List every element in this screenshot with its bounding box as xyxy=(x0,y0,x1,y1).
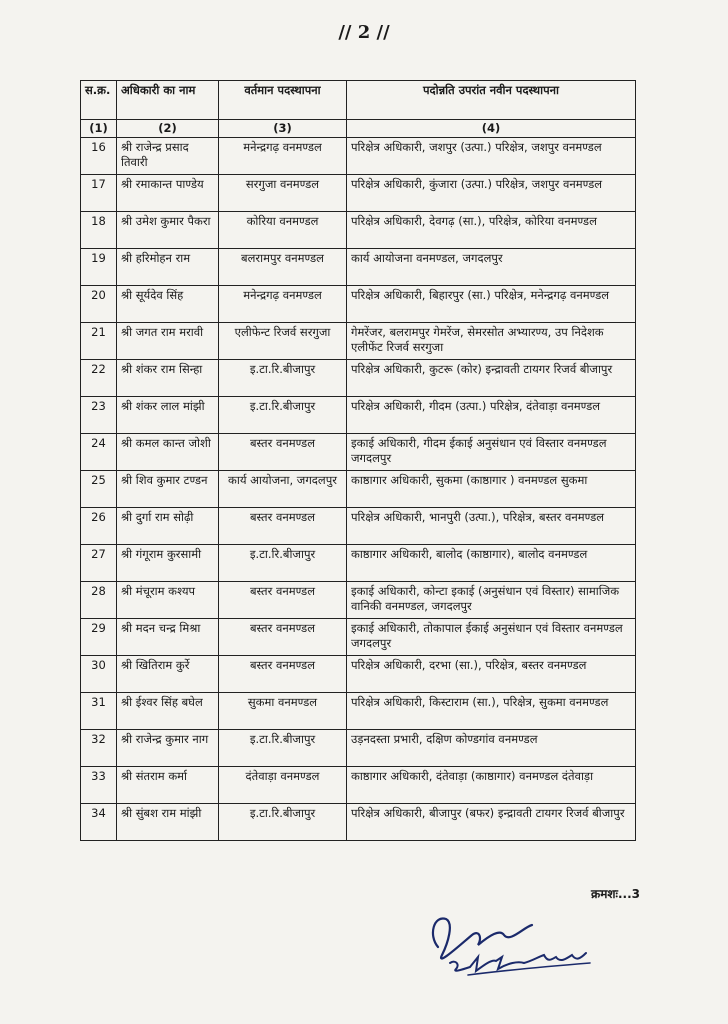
new-posting-cell: इकाई अधिकारी, कोन्टा इकाई (अनुसंधान एवं विस्तार) सामाजिक वानिकी वनमण्डल, जगदलपुर xyxy=(347,582,636,619)
current-posting-cell: कोरिया वनमण्डल xyxy=(219,212,347,249)
current-posting-cell: मनेन्द्रगढ़ वनमण्डल xyxy=(219,286,347,323)
serial-number-cell: 18 xyxy=(81,212,117,249)
new-posting-cell: परिक्षेत्र अधिकारी, भानपुरी (उत्पा.), परिक्षेत्र, बस्तर वनमण्डल xyxy=(347,508,636,545)
serial-number-cell: 25 xyxy=(81,471,117,508)
current-posting-cell: इ.टा.रि.बीजापुर xyxy=(219,804,347,841)
current-posting-cell: इ.टा.रि.बीजापुर xyxy=(219,730,347,767)
current-posting-cell: इ.टा.रि.बीजापुर xyxy=(219,397,347,434)
new-posting-cell: परिक्षेत्र अधिकारी, दरभा (सा.), परिक्षेत्र, बस्तर वनमण्डल xyxy=(347,656,636,693)
serial-number-cell: 29 xyxy=(81,619,117,656)
serial-number-cell: 21 xyxy=(81,323,117,360)
table-body xyxy=(81,138,636,841)
continued-marker: क्रमशः...3 xyxy=(590,887,640,901)
table-row xyxy=(81,582,636,619)
officer-name-cell: श्री गंगूराम कुरसामी xyxy=(117,545,219,582)
new-posting-cell: गेमरेंजर, बलरामपुर गेमरेंज, सेमरसोत अभ्यारण्य, उप निदेशक एलीफेंट रिजर्व सरगुजा xyxy=(347,323,636,360)
officer-name-cell: श्री मंचूराम कश्यप xyxy=(117,582,219,619)
new-posting-cell: परिक्षेत्र अधिकारी, कुटरू (कोर) इन्द्रावती टायगर रिजर्व बीजापुर xyxy=(347,360,636,397)
new-posting-cell: उड़नदस्ता प्रभारी, दक्षिण कोण्डगांव वनमण्डल xyxy=(347,730,636,767)
current-posting-cell: सरगुजा वनमण्डल xyxy=(219,175,347,212)
serial-number-cell: 28 xyxy=(81,582,117,619)
handwritten-signature xyxy=(420,905,600,985)
new-posting-cell: काष्ठागार अधिकारी, दंतेवाड़ा (काष्ठागार) वनमण्डल दंतेवाड़ा xyxy=(347,767,636,804)
new-posting-cell: काष्ठागार अधिकारी, बालोद (काष्ठागार), बालोद वनमण्डल xyxy=(347,545,636,582)
officer-name-cell: श्री सुंबश राम मांझी xyxy=(117,804,219,841)
table-row xyxy=(81,434,636,471)
serial-number-cell: 30 xyxy=(81,656,117,693)
serial-number-cell: 34 xyxy=(81,804,117,841)
officer-name-cell: श्री राजेन्द्र कुमार नाग xyxy=(117,730,219,767)
current-posting-cell: बलरामपुर वनमण्डल xyxy=(219,249,347,286)
table-row xyxy=(81,545,636,582)
table-row xyxy=(81,138,636,175)
serial-number-cell: 19 xyxy=(81,249,117,286)
new-posting-cell: इकाई अधिकारी, तोकापाल ईकाई अनुसंधान एवं विस्तार वनमण्डल जगदलपुर xyxy=(347,619,636,656)
officer-name-cell: श्री शंकर राम सिन्हा xyxy=(117,360,219,397)
serial-number-cell: 27 xyxy=(81,545,117,582)
new-posting-cell: काष्ठागार अधिकारी, सुकमा (काष्ठागार ) वनमण्डल सुकमा xyxy=(347,471,636,508)
table-row xyxy=(81,730,636,767)
current-posting-cell: बस्तर वनमण्डल xyxy=(219,434,347,471)
serial-number-cell: 16 xyxy=(81,138,117,175)
table-row xyxy=(81,212,636,249)
header-officer-name: अधिकारी का नाम xyxy=(117,81,219,120)
table-row xyxy=(81,471,636,508)
new-posting-cell: कार्य आयोजना वनमण्डल, जगदलपुर xyxy=(347,249,636,286)
officer-name-cell: श्री खितिराम कुर्रे xyxy=(117,656,219,693)
officer-name-cell: श्री राजेन्द्र प्रसाद तिवारी xyxy=(117,138,219,175)
signature xyxy=(420,905,600,985)
serial-number-cell: 23 xyxy=(81,397,117,434)
officer-name-cell: श्री सूर्यदेव सिंह xyxy=(117,286,219,323)
new-posting-cell: परिक्षेत्र अधिकारी, जशपुर (उत्पा.) परिक्षेत्र, जशपुर वनमण्डल xyxy=(347,138,636,175)
officer-name-cell: श्री संतराम कर्मा xyxy=(117,767,219,804)
new-posting-cell: परिक्षेत्र अधिकारी, देवगढ़ (सा.), परिक्षेत्र, कोरिया वनमण्डल xyxy=(347,212,636,249)
table-row xyxy=(81,656,636,693)
table-row xyxy=(81,360,636,397)
current-posting-cell: बस्तर वनमण्डल xyxy=(219,656,347,693)
current-posting-cell: इ.टा.रि.बीजापुर xyxy=(219,360,347,397)
serial-number-cell: 31 xyxy=(81,693,117,730)
table-row xyxy=(81,397,636,434)
table-header-row xyxy=(81,81,636,120)
current-posting-cell: मनेन्द्रगढ़ वनमण्डल xyxy=(219,138,347,175)
serial-number-cell: 26 xyxy=(81,508,117,545)
current-posting-cell: दंतेवाड़ा वनमण्डल xyxy=(219,767,347,804)
table-row xyxy=(81,767,636,804)
serial-number-cell: 17 xyxy=(81,175,117,212)
new-posting-cell: परिक्षेत्र अधिकारी, गीदम (उत्पा.) परिक्षेत्र, दंतेवाड़ा वनमण्डल xyxy=(347,397,636,434)
serial-number-cell: 24 xyxy=(81,434,117,471)
table-row xyxy=(81,508,636,545)
table-row xyxy=(81,693,636,730)
officer-name-cell: श्री ईश्वर सिंह बघेल xyxy=(117,693,219,730)
current-posting-cell: कार्य आयोजना, जगदलपुर xyxy=(219,471,347,508)
header-serial-number: स.क्र. xyxy=(81,81,117,120)
officer-name-cell: श्री दुर्गा राम सोढ़ी xyxy=(117,508,219,545)
officer-name-cell: श्री शिव कुमार टण्डन xyxy=(117,471,219,508)
officer-name-cell: श्री रमाकान्त पाण्डेय xyxy=(117,175,219,212)
table-row xyxy=(81,286,636,323)
table-row xyxy=(81,619,636,656)
new-posting-cell: परिक्षेत्र अधिकारी, कुंजारा (उत्पा.) परिक्षेत्र, जशपुर वनमण्डल xyxy=(347,175,636,212)
current-posting-cell: बस्तर वनमण्डल xyxy=(219,508,347,545)
officer-name-cell: श्री हरिमोहन राम xyxy=(117,249,219,286)
current-posting-cell: बस्तर वनमण्डल xyxy=(219,582,347,619)
current-posting-cell: एलीफेन्ट रिजर्व सरगुजा xyxy=(219,323,347,360)
header-new-posting: पदोन्नति उपरांत नवीन पदस्थापना xyxy=(347,81,636,120)
posting-table xyxy=(80,80,636,841)
table-row xyxy=(81,323,636,360)
serial-number-cell: 20 xyxy=(81,286,117,323)
new-posting-cell: परिक्षेत्र अधिकारी, किस्टाराम (सा.), परिक्षेत्र, सुकमा वनमण्डल xyxy=(347,693,636,730)
current-posting-cell: इ.टा.रि.बीजापुर xyxy=(219,545,347,582)
officer-name-cell: श्री उमेश कुमार पैकरा xyxy=(117,212,219,249)
column-number: (3) xyxy=(219,120,347,138)
serial-number-cell: 32 xyxy=(81,730,117,767)
column-number: (1) xyxy=(81,120,117,138)
page-number: // 2 // xyxy=(338,22,390,43)
table-row xyxy=(81,175,636,212)
table-row xyxy=(81,249,636,286)
officer-name-cell: श्री मदन चन्द्र मिश्रा xyxy=(117,619,219,656)
officer-name-cell: श्री शंकर लाल मांझी xyxy=(117,397,219,434)
table-row xyxy=(81,804,636,841)
serial-number-cell: 22 xyxy=(81,360,117,397)
serial-number-cell: 33 xyxy=(81,767,117,804)
current-posting-cell: बस्तर वनमण्डल xyxy=(219,619,347,656)
officer-name-cell: श्री जगत राम मरावी xyxy=(117,323,219,360)
new-posting-cell: परिक्षेत्र अधिकारी, बिहारपुर (सा.) परिक्षेत्र, मनेन्द्रगढ़ वनमण्डल xyxy=(347,286,636,323)
current-posting-cell: सुकमा वनमण्डल xyxy=(219,693,347,730)
header-current-posting: वर्तमान पदस्थापना xyxy=(219,81,347,120)
column-number: (2) xyxy=(117,120,219,138)
officer-name-cell: श्री कमल कान्त जोशी xyxy=(117,434,219,471)
column-number-row xyxy=(81,120,636,138)
new-posting-cell: परिक्षेत्र अधिकारी, बीजापुर (बफर) इन्द्रावती टायगर रिजर्व बीजापुर xyxy=(347,804,636,841)
new-posting-cell: इकाई अधिकारी, गीदम ईकाई अनुसंधान एवं विस्तार वनमण्डल जगदलपुर xyxy=(347,434,636,471)
column-number: (4) xyxy=(347,120,636,138)
